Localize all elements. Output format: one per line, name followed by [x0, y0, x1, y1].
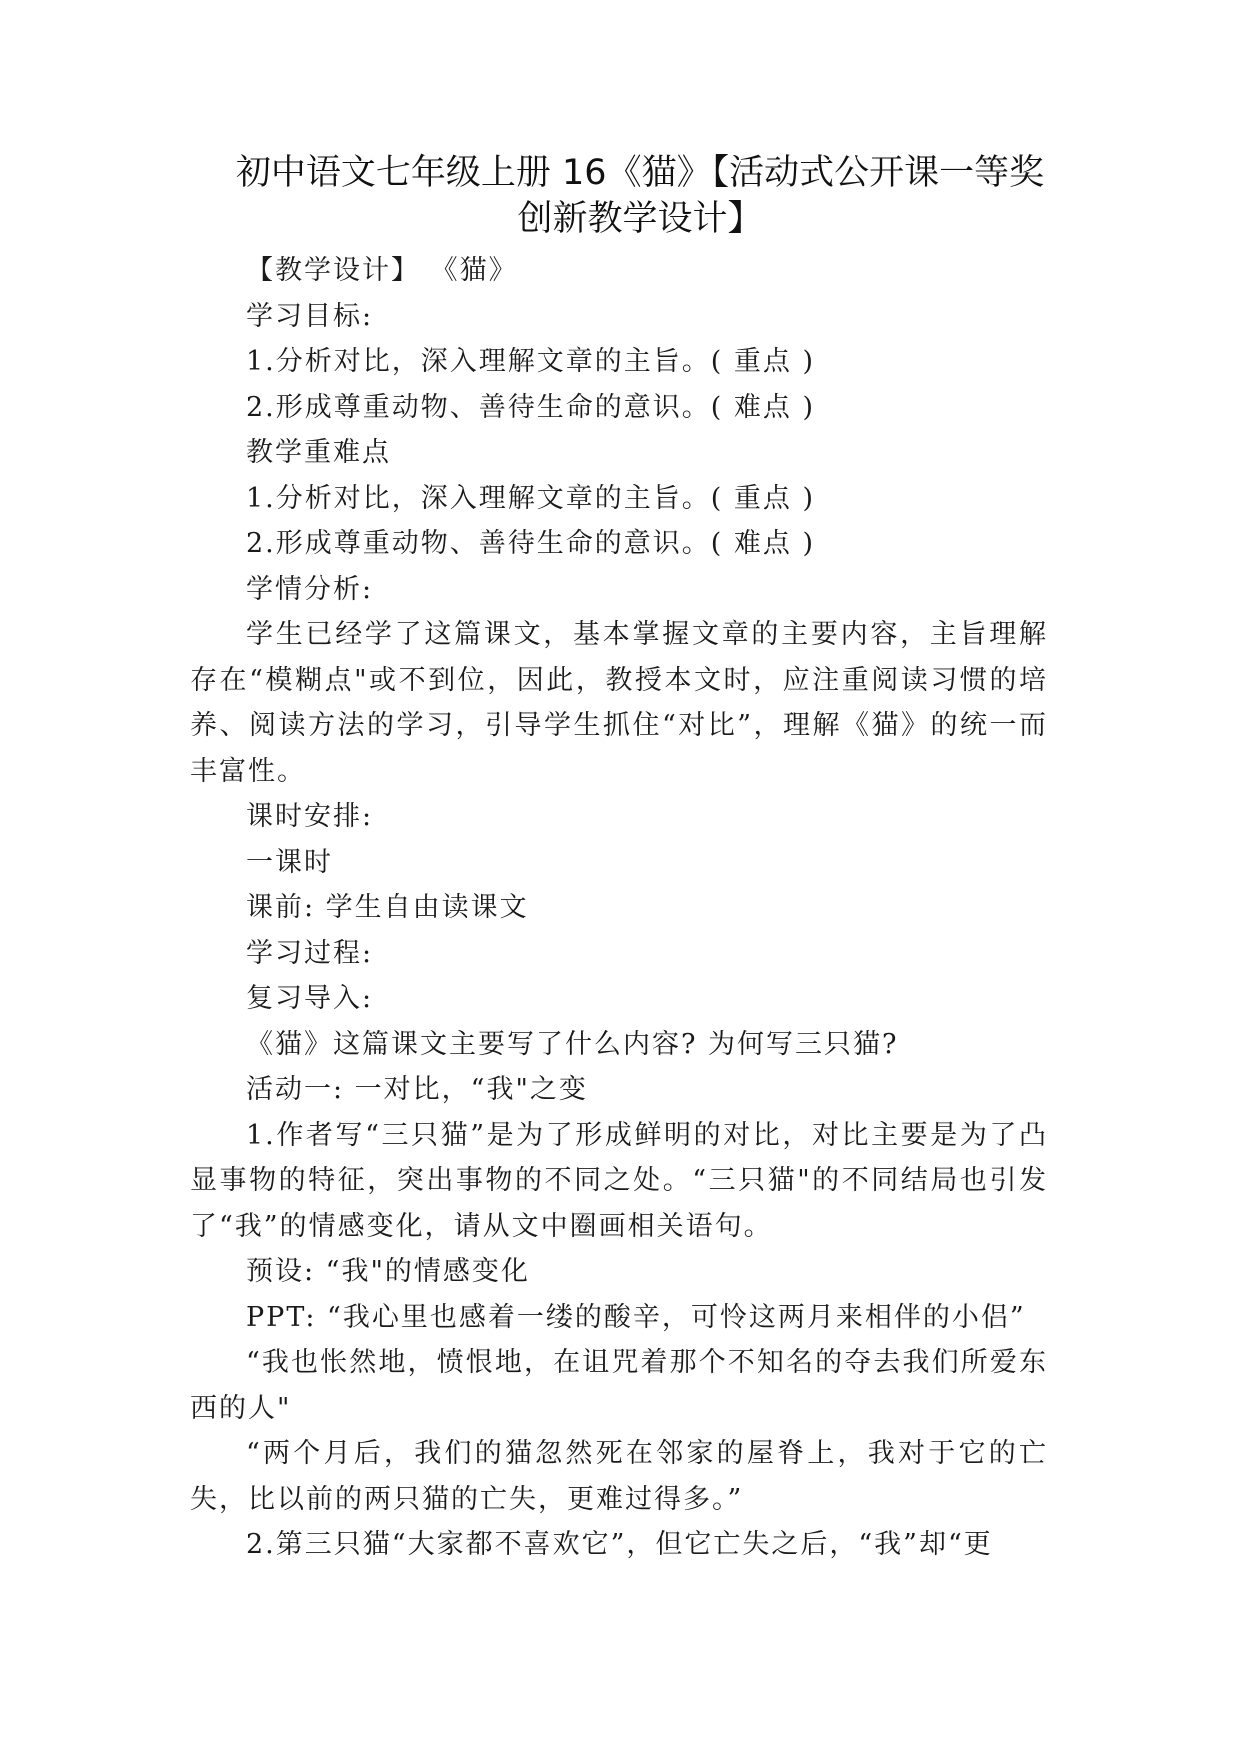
- ppt-line: PPT: “我心里也感着一缕的酸辛，可怜这两月来相伴的小侣”: [246, 1301, 1026, 1333]
- preset-line: 预设: “我"的情感变化: [246, 1256, 530, 1287]
- heading-schedule: 课时安排:: [246, 801, 374, 832]
- heading-learning-objectives: 学习目标:: [246, 300, 374, 332]
- objective-item-1: 1.分析对比，深入理解文章的主旨。( 重点 ): [246, 346, 815, 377]
- section-heading-teaching-design: 【教学设计】 《猫》: [246, 255, 518, 286]
- heading-student-analysis: 学情分析:: [246, 573, 374, 605]
- paragraph-student-analysis: 学生已经学了这篇课文，基本掌握文章的主要内容，主旨理解存在“模糊点"或不到位，因此，教授本文时，应注重阅读习惯的培养、阅读方法的学习，引导学生抓住“对比”，理解《猫》的统一而丰富性。: [190, 619, 1048, 787]
- difficulty-item-1: 1.分析对比，深入理解文章的主旨。( 重点 ): [246, 482, 815, 514]
- document-title-line-1: 初中语文七年级上册 16《猫》【活动式公开课一等奖: [235, 153, 1045, 193]
- schedule-value: 一课时: [246, 846, 333, 878]
- heading-review-intro: 复习导入:: [246, 983, 374, 1014]
- pre-class-note: 课前: 学生自由读课文: [246, 892, 529, 923]
- heading-learning-process: 学习过程:: [246, 937, 374, 969]
- paragraph-activity-1-item-1: 1.作者写“三只猫”是为了形成鲜明的对比，对比主要是为了凸显事物的特征，突出事物的不同之处。“三只猫"的不同结局也引发了“我”的情感变化，请从文中圈画相关语句。: [190, 1119, 1048, 1242]
- document-body: [190, 248, 1048, 1568]
- review-question: 《猫》这篇课文主要写了什么内容? 为何写三只猫?: [246, 1028, 899, 1060]
- document-title-line-2: 创新教学设计】: [517, 199, 763, 239]
- objective-item-2: 2.形成尊重动物、善待生命的意识。( 难点 ): [246, 391, 815, 423]
- quote-paragraph-1: “我也怅然地，愤恨地，在诅咒着那个不知名的夺去我们所爱东西的人": [190, 1347, 1048, 1424]
- activity-1-item-2: 2.第三只猫“大家都不喜欢它”，但它亡失之后，“我”却“更: [246, 1529, 993, 1560]
- heading-key-difficulties: 教学重难点: [246, 437, 391, 468]
- quote-paragraph-2: “两个月后，我们的猫忽然死在邻家的屋脊上，我对于它的亡失，比以前的两只猫的亡失，更难过得多。”: [190, 1438, 1048, 1515]
- heading-activity-1: 活动一: 一对比，“我"之变: [246, 1074, 588, 1105]
- difficulty-item-2: 2.形成尊重动物、善待生命的意识。( 难点 ): [246, 528, 815, 559]
